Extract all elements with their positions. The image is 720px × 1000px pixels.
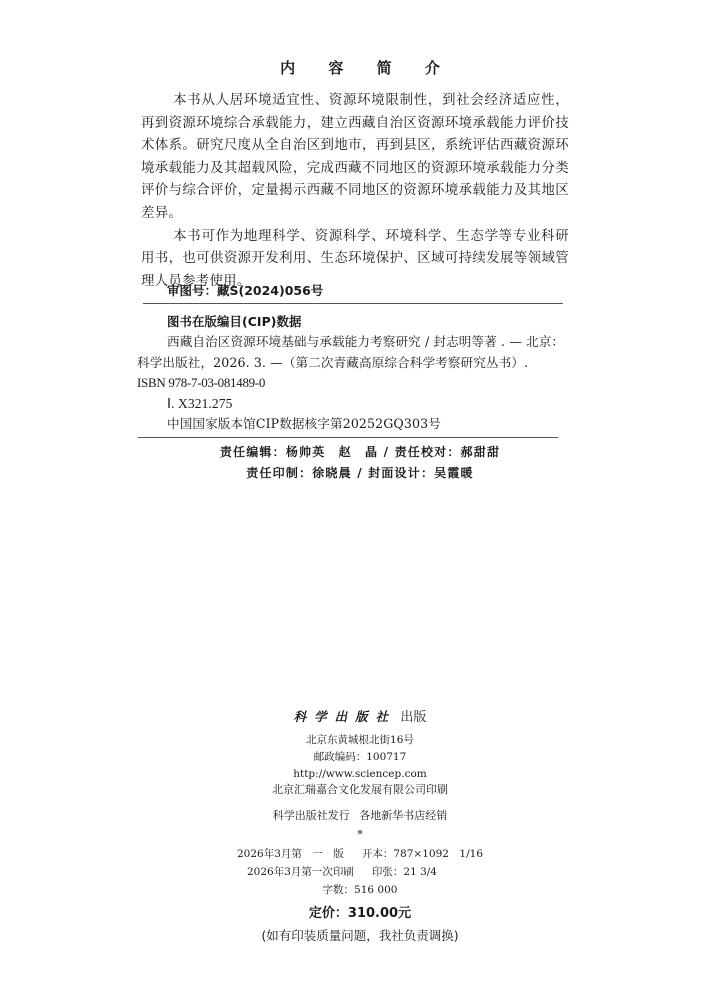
edition-row-2	[0, 863, 720, 881]
map-review-number: 审图号：藏S(2024)056号	[167, 283, 324, 298]
printer-line: 北京汇瑞嘉合文化发展有限公司印刷	[272, 783, 448, 796]
credits-block	[0, 442, 720, 484]
publisher-address: 北京东黄城根北街16号	[306, 734, 414, 746]
quality-notice: (如有印装质量问题，我社负责调换)	[261, 928, 459, 943]
cip-verification-number: 中国国家版本馆CIP数据核字第20252GQ303号	[167, 416, 441, 432]
retailer: 各地新华书店经销	[359, 809, 448, 822]
summary-paragraph-1: 本书从人居环境适宜性、资源环境限制性，到社会经济适应性，再到资源环境综合承载能力，建立西藏自治区资源环境承载能力评价技术体系。研究尺度从全自治区到地市，再到县区，系统评估西藏资源环境承载能力及其超载风险，完成西藏不同地区的资源环境承载能力分类评价与综合评价，定量揭示西藏不同地区的资源环境承载能力及其地区差异。	[141, 93, 569, 221]
publisher-logo: 科学出版社	[293, 709, 397, 724]
publisher-website: http://www.sciencep.com	[293, 768, 427, 780]
separator-star: *	[357, 828, 363, 841]
cip-line-title-author: 西藏自治区资源环境基础与承载能力考察研究 / 封志明等著 . — 北京：	[167, 334, 565, 350]
print-sheets: 印张：21 3/4	[371, 866, 437, 878]
cip-classification: Ⅰ. X321.275	[167, 395, 233, 411]
cip-line-publisher: 科学出版社，2026. 3. —（第二次青藏高原综合科学考察研究丛书）.	[137, 354, 529, 370]
publisher-line	[0, 706, 720, 725]
credits-production: 责任印制：徐晓晨 / 封面设计：吴霞暖	[246, 466, 474, 480]
publisher-postcode: 邮政编码：100717	[313, 751, 407, 763]
book-format: 开本：787×1092 1/16	[361, 848, 484, 860]
edition-row-1	[0, 845, 720, 863]
summary-heading: 内 容 简 介	[280, 59, 454, 77]
edition-date: 2026年3月第 一 版	[236, 848, 344, 860]
price: 定价：310.00元	[308, 906, 412, 921]
cip-title: 图书在版编目(CIP)数据	[167, 314, 302, 329]
edition-info	[0, 845, 720, 899]
publish-label: 出版	[400, 710, 427, 725]
publisher-contact	[0, 732, 720, 783]
print-date: 2026年3月第一次印刷	[246, 866, 354, 878]
summary-paragraph-2: 本书可作为地理科学、资源科学、环境科学、生态学等专业科研用书，也可供资源开发利用、生态环境保护、区域可持续发展等领域管理人员参考使用。	[141, 228, 569, 289]
summary-body	[141, 90, 569, 293]
distributor: 科学出版社发行	[272, 809, 350, 822]
distribution-line	[0, 807, 720, 823]
cip-isbn: ISBN 978-7-03-081489-0	[137, 375, 266, 391]
cip-block	[137, 312, 567, 434]
cip-bottom-rule	[138, 437, 558, 438]
cip-top-rule	[143, 303, 563, 304]
credits-editors: 责任编辑：杨帅英 赵 晶 / 责任校对：郝甜甜	[219, 445, 501, 459]
word-count: 字数：516 000	[322, 884, 398, 896]
